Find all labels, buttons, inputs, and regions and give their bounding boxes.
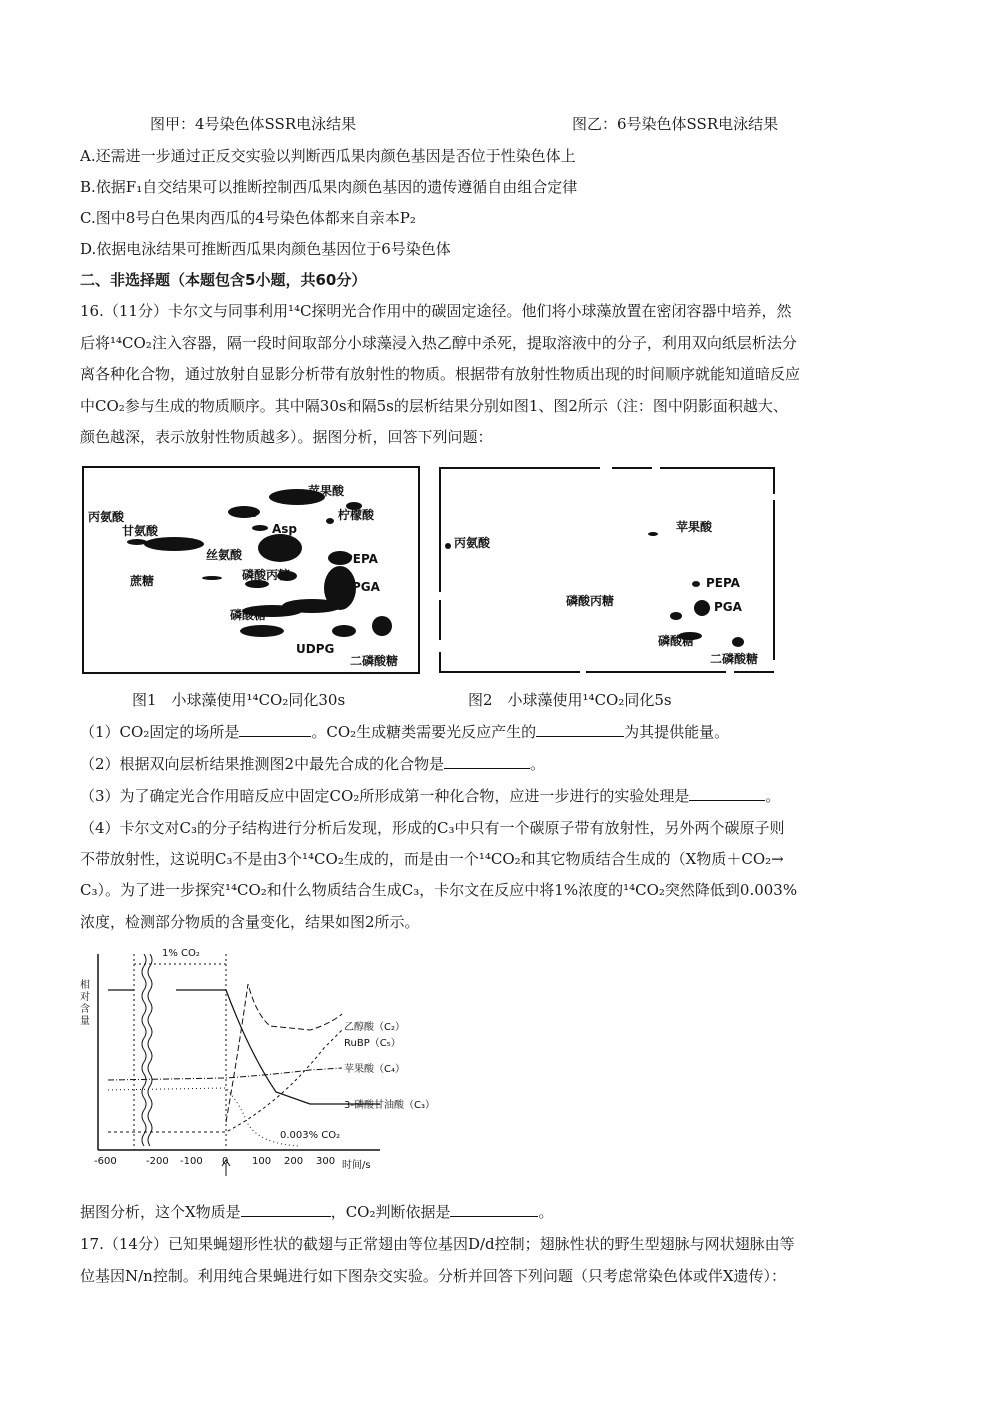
fig1-label-bisphosphate: 二磷酸糖 [350, 654, 399, 668]
graph-xtick: 200 [284, 1156, 304, 1167]
q16-line-2: 后将¹⁴CO₂注入容器，隔一段时间取部分小球藻浸入热乙醇中杀死，提取溶液中的分子，利用双向纸层析法分 [80, 334, 797, 352]
fig2-label-triose-phosphate: 磷酸丙糖 [566, 594, 615, 608]
fig1-label-pepa: PEPA [344, 552, 378, 566]
graph-xtick: -600 [94, 1156, 117, 1167]
graph-xtick: 300 [316, 1156, 336, 1167]
q16-sub1-text-c: 为其提供能量。 [624, 723, 730, 741]
option-a: A.还需进一步通过正反交实验以判断西瓜果肉颜色基因是否位于性染色体上 [80, 147, 576, 165]
fig1-label-sucrose: 蔗糖 [130, 574, 155, 588]
fig2-label-bisphosphate: 二磷酸糖 [710, 652, 759, 666]
section-heading: 二、非选择题（本题包含5小题，共60分） [80, 271, 367, 289]
graph-ylabel: 相对含量 [80, 980, 90, 1027]
q17-line-2: 位基因N/n控制。利用纯合果蝇进行如下图杂交实验。分析并回答下列问题（只考虑常染色体或伴X遗传）： [80, 1267, 787, 1285]
graph-xtick: 100 [252, 1156, 272, 1167]
graph-xtick: 0 [222, 1156, 229, 1167]
fig1-label-glu: Glu [234, 506, 257, 520]
q16-sub1-blank-1[interactable] [239, 722, 311, 737]
q16-answer-text-a: 据图分析，这个X物质是 [80, 1203, 241, 1221]
fig1-label-serine: 丝氨酸 [206, 548, 243, 562]
figure-2 [438, 466, 776, 674]
q16-answer-text-b: ，CO₂判断依据是 [330, 1203, 451, 1221]
fig1-label-udpg: UDPG [296, 642, 335, 656]
figure-1 [82, 466, 420, 674]
q16-line-5: 颜色越深，表示放射性物质越多）。据图分析，回答下列问题： [80, 428, 493, 446]
q16-sub3-text-a: （3）为了确定光合作用暗反应中固定CO₂所形成第一种化合物，应进一步进行的实验处理是 [80, 787, 690, 805]
fig1-label-triose-phosphate: 磷酸丙糖 [242, 568, 291, 582]
q16-answer-blank-1[interactable] [241, 1202, 331, 1217]
fig1-label-glycine: 甘氨酸 [122, 524, 159, 538]
fig1-label-pga: PGA [352, 580, 380, 594]
graph-label-co2-low: 0.003% CO₂ [280, 1130, 341, 1141]
q16-sub3-text-b: 。 [765, 787, 781, 805]
q16-sub1-text-b: 。CO₂生成糖类需要光反应产生的 [311, 723, 537, 741]
q16-sub2-text-a: （2）根据双向层析结果推测图2中最先合成的化合物是 [80, 755, 445, 773]
graph-series-pga: 3-磷酸甘油酸（C₃） [344, 1100, 435, 1111]
fig1-label-malic: 苹果酸 [308, 484, 345, 498]
graph-xtick: -100 [180, 1156, 203, 1167]
q16-sub3-blank[interactable] [689, 786, 765, 801]
graph-xlabel: 时间/s [342, 1160, 371, 1171]
q16-sub2-text-b: 。 [530, 755, 546, 773]
graph-series-glycolate: 乙醇酸（C₂） [344, 1022, 405, 1033]
q16-sub3 [80, 786, 780, 806]
q16-line-4: 中CO₂参与生成的物质顺序。其中隔30s和隔5s的层析结果分别如图1、图2所示（注：图中阴影面积越大、 [80, 397, 788, 415]
graph-label-co2-high: 1% CO₂ [162, 948, 200, 959]
graph-series-rubp: RuBP（C₅） [344, 1038, 401, 1049]
fig2-label-pepa: PEPA [706, 576, 740, 590]
fig1-label-sugar-phosphate: 磷酸糖 [230, 608, 267, 622]
q16-sub4-line-2: 不带放射性，这说明C₃不是由3个¹⁴CO₂生成的，而是由一个¹⁴CO₂和其它物质结合生成的（X物质＋CO₂→ [80, 850, 784, 868]
figure-2-chromatogram [438, 466, 776, 674]
q16-line-1: 16.（11分）卡尔文与同事利用¹⁴C探明光合作用中的碳固定途径。他们将小球藻放置在密闭容器中培养，然 [80, 302, 792, 320]
option-d: D.依据电泳结果可推断西瓜果肉颜色基因位于6号染色体 [80, 240, 451, 258]
q16-answer-text-c: 。 [538, 1203, 554, 1221]
option-b: B.依据F₁自交结果可以推断控制西瓜果肉颜色基因的遗传遵循自由组合定律 [80, 178, 578, 196]
fig2-label-alanine: 丙氨酸 [454, 536, 491, 550]
graph-xtick: -200 [146, 1156, 169, 1167]
q16-line-3: 离各种化合物，通过放射自显影分析带有放射性的物质。根据带有放射性物质出现的时间顺序就能知道暗反应 [80, 365, 801, 383]
q17-line-1: 17.（14分）已知果蝇翅形性状的截翅与正常翅由等位基因D/d控制；翅脉性状的野生型翅脉与网状翅脉由等 [80, 1235, 795, 1253]
caption-fig-jia: 图甲：4号染色体SSR电泳结果 [150, 115, 357, 133]
q16-sub1 [80, 722, 729, 742]
q16-sub4-line-1: （4）卡尔文对C₃的分子结构进行分析后发现，形成的C₃中只有一个碳原子带有放射性，另外两个碳原子则 [80, 819, 785, 837]
q16-sub2-blank[interactable] [444, 754, 530, 769]
fig1-label-alanine: 丙氨酸 [88, 510, 125, 524]
fig1-label-asp: Asp [272, 522, 298, 536]
option-c: C.图中8号白色果肉西瓜的4号染色体都来自亲本P₂ [80, 209, 416, 227]
graph-series-malic: 苹果酸（C₄） [344, 1064, 405, 1075]
fig1-label-citric: 柠檬酸 [338, 508, 375, 522]
co2-graph [80, 944, 450, 1180]
q16-sub1-text-a: （1）CO₂固定的场所是 [80, 723, 240, 741]
q16-sub1-blank-2[interactable] [536, 722, 624, 737]
q16-answer-line [80, 1202, 554, 1222]
fig2-label-malic: 苹果酸 [676, 520, 713, 534]
q16-sub4-line-4: 浓度，检测部分物质的含量变化，结果如图2所示。 [80, 913, 420, 931]
fig2-label-sugar-phosphate: 磷酸糖 [658, 634, 695, 648]
fig1-caption: 图1 小球藻使用¹⁴CO₂同化30s [132, 691, 346, 709]
q16-sub2 [80, 754, 545, 774]
fig2-caption: 图2 小球藻使用¹⁴CO₂同化5s [468, 691, 672, 709]
caption-fig-yi: 图乙：6号染色体SSR电泳结果 [572, 115, 779, 133]
q16-answer-blank-2[interactable] [450, 1202, 538, 1217]
q16-sub4-line-3: C₃）。为了进一步探究¹⁴CO₂和什么物质结合生成C₃，卡尔文在反应中将1%浓度的¹⁴CO₂突然降低到0.003% [80, 881, 798, 899]
fig2-label-pga: PGA [714, 600, 742, 614]
